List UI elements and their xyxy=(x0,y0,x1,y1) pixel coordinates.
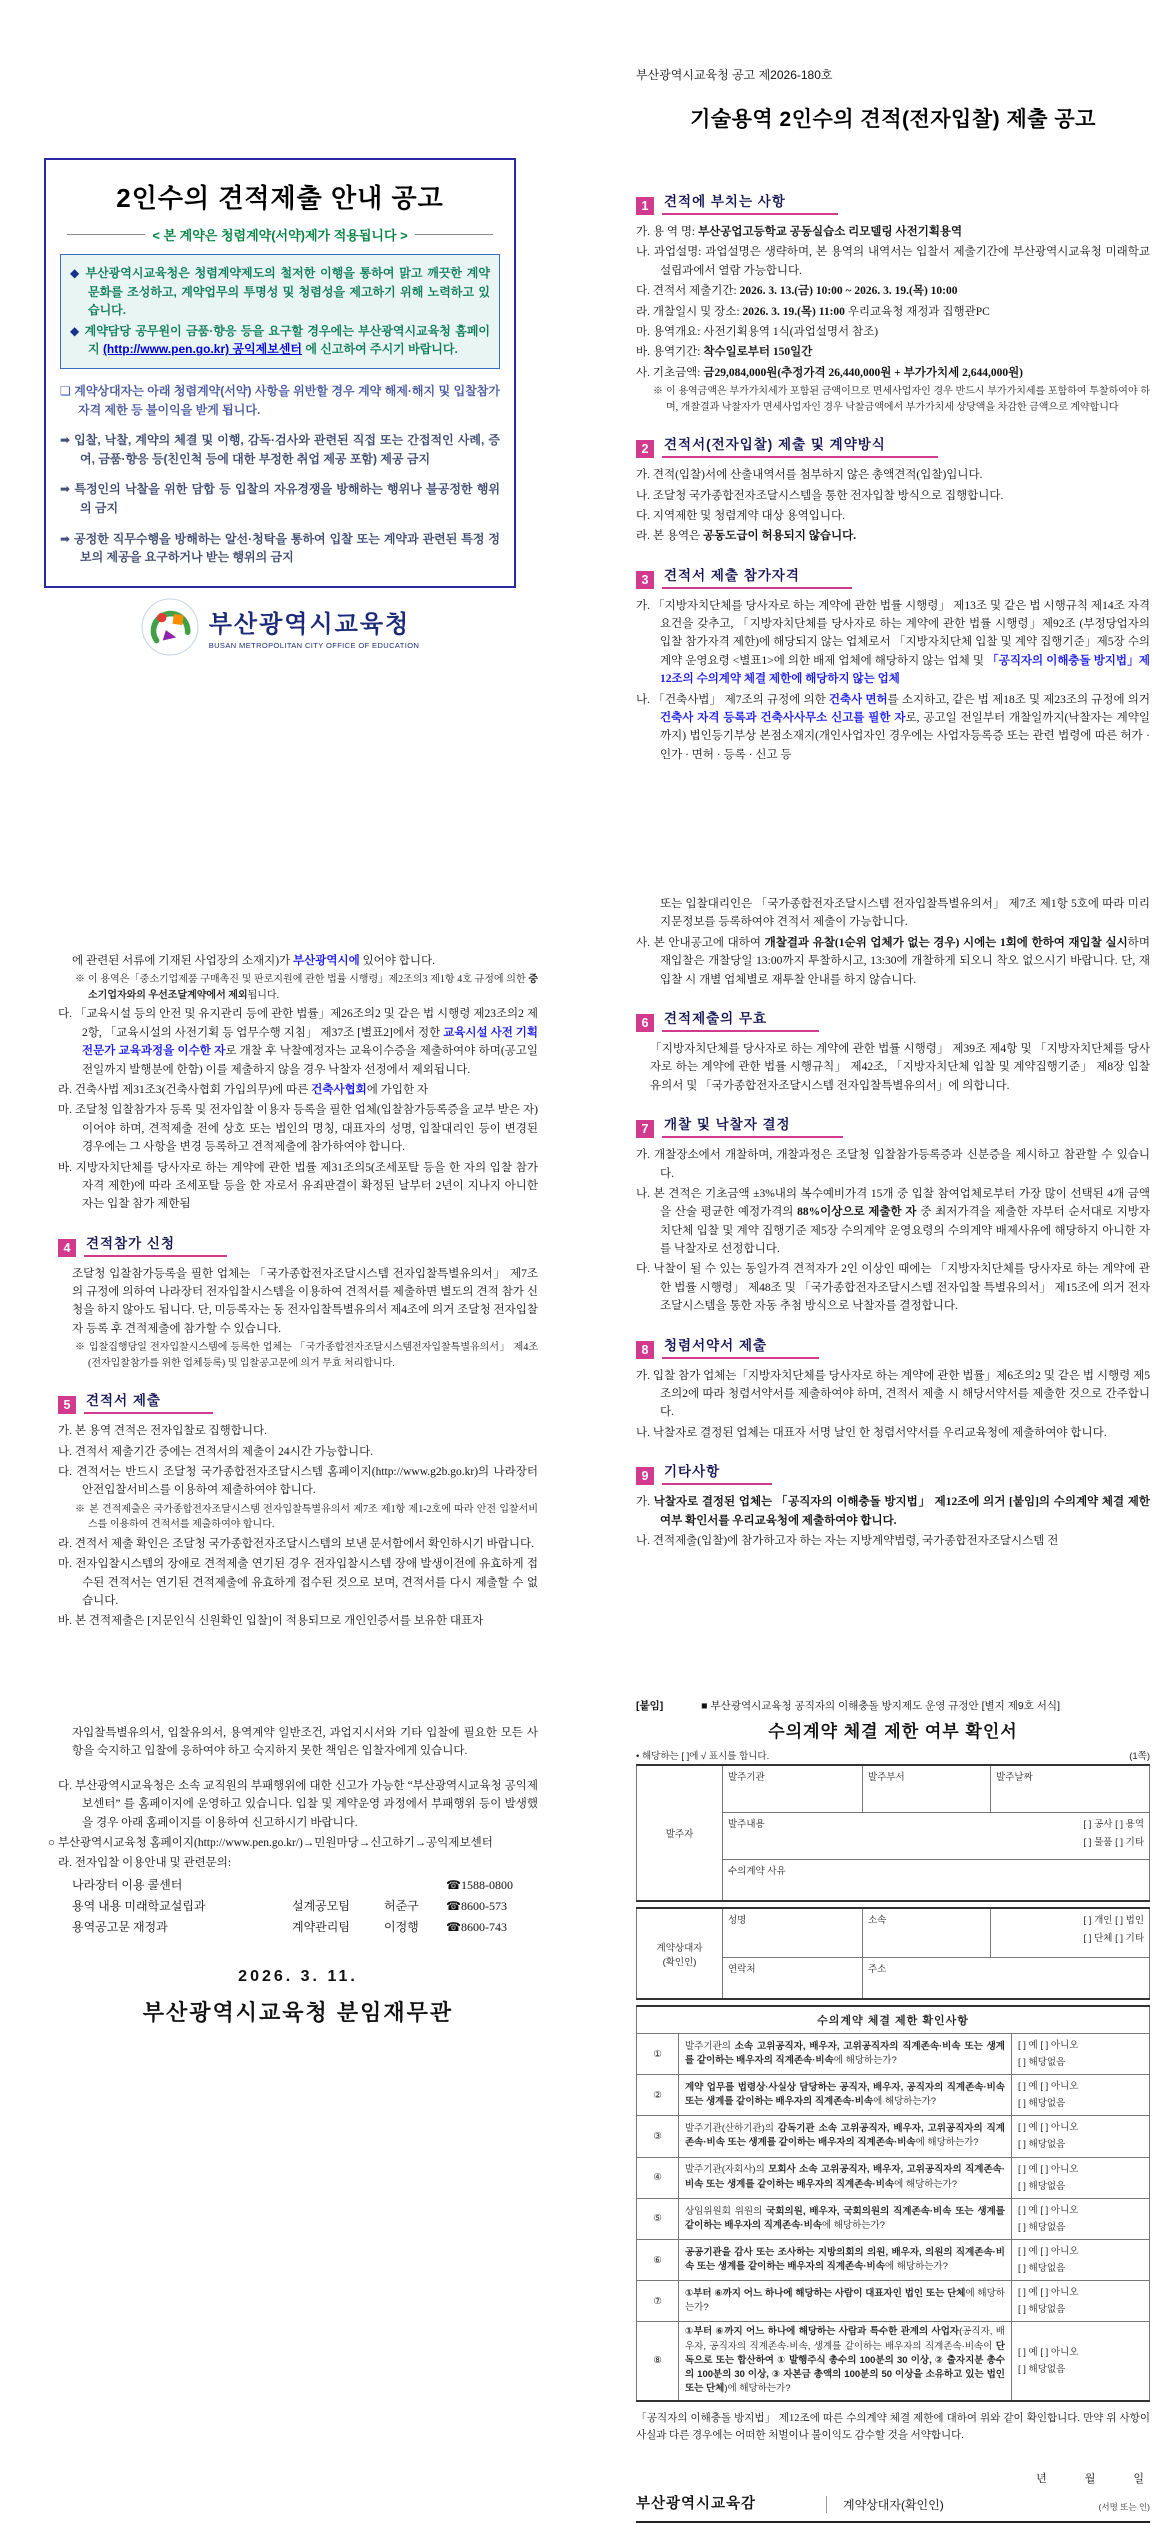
section-2-item: 나. 조달청 국가종합전자조달시스템을 통한 전자입찰 방식으로 집행합니다. xyxy=(636,489,1004,502)
row-question: 공공기관을 감사 또는 조사하는 지방의회의 의원, 배우자, 의원의 직계존속·비속 또는 생계를 같이하는 배우자의 직계존속·비속에 해당하는가? xyxy=(679,2239,1012,2280)
attachment-reference: ■ 부산광역시교육청 공직자의 이해충돌 방지제도 운영 규정안 [별지 제9호 서식] xyxy=(701,1700,1060,1712)
check-instruction: • 해당하는 [ ]에 √ 표시를 합니다. xyxy=(636,1751,770,1762)
section-2-item: 다. 지역제한 및 청렴계약 대상 용역입니다. xyxy=(636,509,845,522)
agency-logo-text xyxy=(209,604,420,650)
section-5-number: 5 xyxy=(58,1396,76,1414)
section-8-item: 나. 낙찰자로 결정된 업체는 대표자 서명 날인 한 청렴서약서를 우리교육청에 제출하여야 합니다. xyxy=(636,1426,1107,1439)
order-type-checkboxes[interactable] xyxy=(991,1813,1150,1860)
section-9-title: 기타사항 xyxy=(662,1460,772,1485)
field-negotiation-reason[interactable]: 수의계약 사유 xyxy=(723,1860,1150,1902)
agency-name-kr: 부산광역시교육청 xyxy=(208,611,411,638)
section-5-item: 마. 전자입찰시스템의 장애로 견적제출 연기된 경우 전자입찰시스템 장애 발생이전에 유효하게 접수된 견적서는 연기된 견적제출에 유효하게 접수된 것으로 보며, 견적서를 다시 제출할 수 없습니다. xyxy=(58,1558,538,1607)
contact-person: 허준구 xyxy=(384,1898,419,1913)
row-number: ② xyxy=(637,2075,679,2116)
right-page-sections-1-3 xyxy=(636,172,1150,766)
contact-team xyxy=(292,1875,384,1896)
row-answer[interactable] xyxy=(1011,2322,1149,2401)
section-9-header xyxy=(636,1460,1150,1485)
section-3-number: 3 xyxy=(636,571,654,589)
section-9-number: 9 xyxy=(636,1467,654,1485)
section-5-item: 나. 견적서 제출기간 중에는 견적서의 제출이 24시간 가능합니다. xyxy=(58,1445,374,1458)
row-question: 발주기관의 소속 고위공직자, 배우자, 고위공직자의 직계존속·비속 또는 생계를 같이하는 배우자의 직계존속·비속에 해당하는가? xyxy=(679,2034,1012,2075)
smb-exclusion-note: ※ 이 용역은「중소기업제품 구매촉진 및 판로지원에 관한 법률 시행령」제2조의3 제1항 4호 규정에 의한 중소기업자와의 우선조달계약에서 제외됩니다. xyxy=(75,974,538,1001)
section-4-header xyxy=(58,1232,538,1257)
section-4-note: ※ 입찰집행당일 전자입찰시스템에 등록한 업체는 「국가종합전자조달시스템전자입찰특별유의서」 제4조 (전자입찰참가를 위한 업체등록) 및 입찰공고문에 의거 무효 처리합니다. xyxy=(75,1342,538,1369)
section-2-header xyxy=(636,433,1150,458)
whistleblower-item: 다. 부산광역시교육청은 소속 교직원의 부패행위에 대한 신고가 가능한 “부산광역시교육청 공익제보센터” 를 홈페이지에 운영하고 있습니다. 입찰 및 계약운영 과정에서 부패행위 등이 발생했을 경우 아래 홈페이지를 이용하여 신고하시기 바랍니다. xyxy=(58,1779,538,1829)
seal-note: (서명 또는 인) xyxy=(1098,2502,1150,2513)
section-2-item: 라. 본 용역은 공동도급이 허용되지 않습니다. xyxy=(636,530,857,543)
answer-yes-no[interactable]: [ ] 예 [ ] 아니오 xyxy=(1017,2204,1079,2216)
checklist-row xyxy=(637,2075,1150,2116)
row-question: 발주기관(자회사)의 모회사 소속 고위공직자, 배우자, 고위공직자의 직계존속·비속 또는 생계를 같이하는 배우자의 직계존속·비속에 해당하는가? xyxy=(679,2157,1012,2198)
checklist-row xyxy=(637,2322,1150,2401)
field-contractor-address[interactable]: 주소 xyxy=(863,1958,1150,2000)
section-2-number: 2 xyxy=(636,440,654,458)
integrity-subtitle: < 본 계약은 청렴계약(서약)제가 적용됩니다 > xyxy=(152,228,408,243)
integrity-subtitle-row xyxy=(60,225,500,244)
rebid-item: 사. 본 안내공고에 대하여 개찰결과 유찰(1순위 업체가 없는 경우) 시에는 1회에 한하여 재입찰 실시하며 재입찰은 개찰당일 13:00까지 투찰하시고, 13:30에 개찰하게 되오니 착오 없으시기 바랍니다. 단, 재입찰 시 개별 업체별로 재투찰 안내를 하지 않습니다. xyxy=(636,936,1150,986)
row-number: ⑥ xyxy=(637,2239,679,2280)
section-7-title: 개찰 및 낙찰자 결정 xyxy=(662,1113,843,1138)
homepage-path: ○ 부산광역시교육청 홈페이지(http://www.pen.go.kr/)→민원마당→신고하기→공익제보센터 xyxy=(48,1836,493,1849)
section-6-body: 「지방자치단체를 당사자로 하는 계약에 관한 법률 시행령」 제39조 제4항 및 「지방자치단체를 당사자로 하는 계약에 관한 법률 시행규칙」 제42조, 「지방자치단체 입찰 및 계약집행기준」 제8장 입찰 유의서 및 「국가종합전자조달시스템 전자입찰특별유의서」에 의합니다. xyxy=(650,1042,1150,1092)
section-5-title: 견적서 제출 xyxy=(84,1389,213,1414)
section-4-number: 4 xyxy=(58,1239,76,1257)
contact-phone: ☎8600-573 xyxy=(446,1898,507,1913)
section-5-item: 라. 견적서 제출 확인은 조달청 국가종합전자조달시스템의 보낸 문서함에서 확인하시기 바랍니다. xyxy=(58,1537,534,1550)
section-8-item: 가. 입찰 참가 업체는「지방자치단체를 당사자로 하는 계약에 관한 법률」제6조의2 및 같은 법 시행령 제5조의2에 따라 청렴서약서를 제출하여야 하며, 견적서 제출 시 해당서약서를 제출한 것으로 간주합니다. xyxy=(636,1369,1150,1419)
boe-emblem-icon xyxy=(141,598,199,656)
section-1-note: ※ 이 용역금액은 부가가치세가 포함된 금액이므로 면세사업자인 경우 반드시 부가가치세를 포함하여 투찰하여야 하며, 개찰결과 낙찰자가 면세사업자인 경우 낙찰금액에서 부가가치세 상당액을 차감한 금액으로 계약합니다 xyxy=(653,386,1150,413)
section-1-title: 견적에 부치는 사항 xyxy=(662,190,838,215)
left-page-sections-4-5 xyxy=(58,950,538,1633)
row-answer[interactable] xyxy=(1011,2075,1149,2116)
attachment-label: [붙임] xyxy=(636,1700,664,1712)
contractor-sign-label[interactable]: 계약상대자(확인인) xyxy=(826,2496,1099,2513)
contact-intro: 라. 전자입찰 이용안내 및 관련문의: xyxy=(58,1857,232,1870)
contractor-table xyxy=(636,1907,1150,2000)
qualification-item-ra: 라. 건축사법 제31조3(건축사협회 가입의무)에 따른 건축사협회에 가입한 자 xyxy=(58,1083,429,1096)
field-order-date[interactable]: 발주날짜 xyxy=(991,1765,1150,1813)
checklist-row xyxy=(637,2034,1150,2075)
contractor-head-line1: 계약상대자 xyxy=(656,1942,703,1954)
contact-label: 용역공고문 재정과 xyxy=(72,1919,168,1934)
divider xyxy=(67,234,145,235)
notice-title: 2인수의 견적제출 안내 공고 xyxy=(116,183,444,213)
signing-authority: 부산광역시교육청 분임재무관 xyxy=(142,1999,454,2025)
answer-na[interactable]: [ ] 해당없음 xyxy=(1017,2221,1066,2233)
qualification-item-da: 다. 「교육시설 등의 안전 및 유지관리 등에 관한 법률」제26조의2 및 같은 법 시행령 제23조의2 제2항, 「교육시설의 사전기획 등 업무수행 지침」 제37조 [별표2]에서 정한 교육시설 사전 기획 전문가 교육과정을 이수한 자로 개찰 후 낙찰예정자는 교육이수증을 제출하여야 하며(공고일 전일까지 발행분에 한함) 이를 제출하지 않을 경우 낙찰자 선정에서 제외됩니다. xyxy=(58,1008,539,1076)
orderer-table xyxy=(636,1764,1150,1902)
section-6-header xyxy=(636,1007,1150,1032)
restriction-checklist-table xyxy=(636,2005,1150,2402)
continuation-line: 또는 입찰대리인은 「국가종합전자조달시스템 전자입찰특별유의서」 제7조 제1항 5호에 따라 미리 지문정보를 등록하여야 견적서 제출이 가능합니다. xyxy=(660,898,1150,929)
contact-phone: ☎1588-0800 xyxy=(446,1877,513,1892)
integrity-paragraph: ◆ 계약담당 공무원이 금품·향응 등을 요구할 경우에는 부산광역시교육청 홈페이지 (http://www.pen.go.kr) 공익제보센터 에 신고하여 주시기 바랍니다. xyxy=(70,323,491,357)
agency-logo-block xyxy=(44,598,516,656)
left-page-misc-signature xyxy=(48,1722,538,2027)
agency-name-en: BUSAN METROPOLITAN CITY OFFICE OF EDUCATION xyxy=(208,641,420,650)
contact-label: 나라장터 이용 콜센터 xyxy=(72,1877,183,1892)
answer-na[interactable]: [ ] 해당없음 xyxy=(1017,2098,1066,2110)
section-9-item: 가. 낙찰자로 결정된 업체는 「공직자의 이해충돌 방지법」 제12조에 의거 [붙임]의 수의계약 체결 제한 여부 확인서를 우리교육청에 제출하여야 합니다. xyxy=(636,1496,1150,1527)
attachment-header xyxy=(636,1698,1150,1713)
section-1-item: 라. 개찰일시 및 장소: 2026. 3. 19.(목) 11:00 우리교육청 재정과 집행관PC xyxy=(636,305,990,318)
section-7-item: 나. 본 견적은 기초금액 ±3%내의 복수예비가격 15개 중 입찰 참여업체로부터 가장 많이 선택된 4개 금액을 산술 평균한 예정가격의 88%이상으로 제출한 자 중 최저가격을 제출한 자부터 순서대로 지방자치단체 입찰 및 계약 집행기준 제5장 수의계약 운영요령의 수의계약 배제사유에 해당하지 아니한 자를 낙찰자로 선정합니다. xyxy=(636,1187,1151,1256)
checklist-row xyxy=(637,2157,1150,2198)
continuation-paragraph: 자입찰특별유의서, 입찰유의서, 용역계약 일반조건, 과업지시서와 기타 입찰에 필요한 모든 사항을 숙지하고 입찰에 응하여야 하고 숙지하지 못한 책임은 입찰자에게 있습니다. xyxy=(72,1727,538,1758)
contractor-type-checkboxes[interactable] xyxy=(991,1908,1150,1958)
contact-row xyxy=(58,1896,538,1917)
contact-team: 계약관리팀 xyxy=(292,1919,350,1934)
contractor-head-line2: (확인인) xyxy=(662,1956,697,1968)
contact-team: 설계공모팀 xyxy=(292,1898,350,1913)
page-indicator: (1쪽) xyxy=(1129,1751,1150,1762)
answer-na[interactable]: [ ] 해당없음 xyxy=(1017,2180,1066,2192)
section-3-item: 가. 「지방자치단체를 당사자로 하는 계약에 관한 법률 시행령」 제13조 및 같은 법 시행규칙 제14조 자격요건을 갖추고, 「지방자치단체를 당사자로 하는 계약에 관한 법률 시행령」제92조 (부정당업자의 입찰 참가자격 제한)에 해당되지 않는 업체로서 「지방자치단체 입찰 및 계약 집행기준」제5장 수의계약 운영요령 <별표1>에 의한 배제 업체에 해당하지 않는 업체 및 「공직자의 이해충돌 방지법」제12조의 수의계약 체결 제한에 해당하지 않는 업체 xyxy=(636,599,1150,686)
row-answer[interactable] xyxy=(1011,2157,1149,2198)
row-answer[interactable] xyxy=(1011,2198,1149,2239)
field-order-org[interactable]: 발주기관 xyxy=(723,1765,863,1813)
right-page-header xyxy=(636,66,1150,133)
section-3-title: 견적서 제출 참가자격 xyxy=(662,564,852,589)
continuation-line: 에 관련된 서류에 기재된 사업장의 소재지)가 부산광역시에 있어야 합니다. xyxy=(72,955,435,967)
answer-yes-no[interactable]: [ ] 예 [ ] 아니오 xyxy=(1017,2040,1079,2051)
row-answer[interactable] xyxy=(1011,2034,1149,2075)
answer-yes-no[interactable]: [ ] 예 [ ] 아니오 xyxy=(1017,2346,1079,2358)
date-month-label[interactable]: 월 xyxy=(1084,2473,1096,2486)
answer-na[interactable]: [ ] 해당없음 xyxy=(1017,2304,1066,2316)
section-5-item: 바. 본 견적제출은 [지문인식 신원확인 입찰]이 적용되므로 개인인증서를 보유한 대표자 xyxy=(58,1615,484,1628)
integrity-inner-box xyxy=(60,254,500,369)
contact-phone: ☎8600-743 xyxy=(446,1919,507,1934)
contractor-type-row-1[interactable]: [ ] 개인 [ ] 법인 xyxy=(1083,1915,1144,1926)
section-1-item: 마. 용역개요: 사전기획용역 1식(과업설명서 참조) xyxy=(636,325,879,338)
section-5-note: ※ 본 견적제출은 국가종합전자조달시스템 전자입찰특별유의서 제7조 제1항 제1-2호에 따라 안전 입찰서비스를 이용하여 견적서를 제출하여야 합니다. xyxy=(75,1503,538,1531)
field-contractor-tel[interactable]: 연락처 xyxy=(723,1958,863,2000)
checklist-row xyxy=(637,2281,1150,2322)
section-8-number: 8 xyxy=(636,1341,654,1359)
order-type-row-1[interactable]: [ ] 공사 [ ] 용역 xyxy=(1083,1819,1144,1830)
confirmation-form xyxy=(636,1698,1150,2523)
announcement-title: 기술용역 2인수의 견적(전자입찰) 제출 공고 xyxy=(690,108,1096,131)
section-2-item: 가. 견적(입찰)서에 산출내역서를 첨부하지 않은 총액견적(입찰)입니다. xyxy=(636,469,983,482)
left-page-integrity-notice xyxy=(44,158,516,588)
field-order-content[interactable]: 발주내용 xyxy=(723,1813,991,1860)
section-8-header xyxy=(636,1334,1150,1359)
superintendent-label: 부산광역시교육감 xyxy=(636,2496,757,2513)
row-number: ① xyxy=(637,2034,679,2075)
checklist-row xyxy=(637,2116,1150,2157)
section-1-header xyxy=(636,190,1150,215)
signature-row xyxy=(636,2492,1150,2523)
qualification-item-ba: 바. 지방자치단체를 당사자로 하는 계약에 관한 법률 제31조의5(조세포탈 등을 한 자의 입찰 참가자격 제한)에 따라 조세포탈 등을 한 자로서 유죄판결이 확정된 날부터 2년이 지나지 아니한 자는 입찰 참가 제한됨 xyxy=(58,1161,538,1211)
contact-label: 용역 내용 미래학교설립과 xyxy=(72,1898,206,1913)
answer-yes-no[interactable]: [ ] 예 [ ] 아니오 xyxy=(1017,2081,1079,2093)
section-4-title: 견적참가 신청 xyxy=(84,1232,227,1257)
answer-na[interactable]: [ ] 해당없음 xyxy=(1017,2363,1066,2375)
contractor-head xyxy=(637,1908,723,1999)
announcement-date: 2026. 3. 11. xyxy=(238,1967,358,1985)
section-1-item: 사. 기초금액: 금29,084,000원(추정가격 26,440,000원 + 부가가치세 2,644,000원) xyxy=(636,366,1024,379)
order-type-row-2[interactable]: [ ] 물품 [ ] 기타 xyxy=(1083,1837,1144,1849)
row-number: ⑧ xyxy=(637,2322,679,2401)
row-question: ①부터 ⑥까지 어느 하나에 해당하는 사람과 특수한 관계의 사업자(공직자, 배우자, 공직자의 직계존속·비속, 생계를 같이하는 배우자의 직계존속·비속이 단독으로 또는 합산하여 ① 발행주식 총수의 100분의 30 이상, ② 출자지분 총수의 100분의 30 이상, ③ 자본금 총액의 100분의 50 이상을 소유하고 있는 법인 또는 단체)에 해당하는가? xyxy=(679,2322,1012,2401)
section-1-item: 다. 견적서 제출기간: 2026. 3. 13.(금) 10:00 ~ 2026. 3. 19.(목) 10:00 xyxy=(636,285,958,298)
section-5-header xyxy=(58,1389,538,1414)
field-contractor-name[interactable]: 성명 xyxy=(723,1908,863,1958)
answer-yes-no[interactable]: [ ] 예 [ ] 아니오 xyxy=(1017,2287,1079,2299)
form-date-line xyxy=(636,2470,1150,2486)
link[interactable]: (http://www.pen.go.kr) 공익제보센터 xyxy=(102,342,303,357)
doc-number: 부산광역시교육청 공고 제2026-180호 xyxy=(636,68,833,82)
section-7-item: 다. 낙찰이 될 수 있는 동일가격 견적자가 2인 이상인 때에는 「지방자치단체를 당사자로 하는 계약에 관한 법률 시행령」 제48조 및 「국가종합전자조달시스템 전자입찰 특별유의서」 제15조에 의거 전자조달시스템을 통한 자동 추첨 방식으로 낙찰자를 결정합니다. xyxy=(636,1263,1150,1313)
section-1-item: 가. 용 역 명: 부산공업고등학교 공동실습소 리모델링 사전기획용역 xyxy=(636,226,963,238)
integrity-outer-box xyxy=(44,158,516,588)
section-6-number: 6 xyxy=(636,1014,654,1032)
row-answer[interactable] xyxy=(1011,2116,1149,2157)
prohibition-item-3: ➡ 공정한 직무수행을 방해하는 알선·청탁을 통하여 입찰 또는 계약과 관련된 특정 정보의 제공을 요구하거나 받는 행위의 금지 xyxy=(60,531,501,565)
form-title: 수의계약 체결 제한 여부 확인서 xyxy=(768,1722,1018,1741)
form-note-row xyxy=(636,1748,1150,1762)
row-question: 발주기관(산하기관)의 감독기관 소속 고위공직자, 배우자, 고위공직자의 직계존속·비속 또는 생계를 같이하는 배우자의 직계존속·비속에 해당하는가? xyxy=(679,2116,1012,2157)
row-number: ④ xyxy=(637,2157,679,2198)
right-page-sections-6-9 xyxy=(636,893,1150,1552)
section-7-header xyxy=(636,1113,1150,1138)
answer-yes-no[interactable]: [ ] 예 [ ] 아니오 xyxy=(1017,2245,1079,2257)
answer-na[interactable]: [ ] 해당없음 xyxy=(1017,2057,1066,2069)
section-5-item: 다. 견적서는 반드시 조달청 국가종합전자조달시스템 홈페이지(http://www.g2b.go.kr)의 나라장터 안전입찰서비스를 이용하여 제출하여야 합니다. xyxy=(58,1466,538,1497)
row-answer[interactable] xyxy=(1011,2239,1149,2280)
section-5-item: 가. 본 용역 견적은 전자입찰로 집행합니다. xyxy=(58,1425,267,1438)
section-7-item: 가. 개찰장소에서 개찰하며, 개찰과정은 조달청 입찰참가등록증과 신분증을 제시하고 참관할 수 있습니다. xyxy=(636,1149,1150,1180)
contractor-type-row-2[interactable]: [ ] 단체 [ ] 기타 xyxy=(1083,1933,1144,1945)
row-question: ①부터 ⑥까지 어느 하나에 해당하는 사람이 대표자인 법인 또는 단체에 해당하는가? xyxy=(679,2281,1012,2322)
contact-person: 이정행 xyxy=(384,1919,419,1934)
form-closing-statement: 「공직자의 이해충돌 방지법」 제12조에 따른 수의계약 체결 제한에 대하여 위와 같이 확인합니다. 만약 위 사항이 사실과 다른 경우에는 어떠한 처벌이나 불이익도 감수할 것을 서약합니다. xyxy=(636,2412,1150,2441)
row-number: ③ xyxy=(637,2116,679,2157)
checklist-title: 수의계약 체결 제한 확인사항 xyxy=(637,2006,1150,2034)
date-year-label[interactable]: 년 xyxy=(1036,2473,1047,2486)
prohibition-item-1: ➡ 입찰, 낙찰, 계약의 체결 및 이행, 감독·검사와 관련된 직접 또는 간접적인 사례, 증여, 금품·향응 등(친인척 등에 대한 부정한 취업 제공 포함) 제공 금지 xyxy=(60,433,500,466)
contact-person xyxy=(384,1875,446,1896)
row-number: ⑦ xyxy=(637,2281,679,2322)
answer-na[interactable]: [ ] 해당없음 xyxy=(1017,2139,1066,2151)
checklist-row xyxy=(637,2198,1150,2239)
row-question: 계약 업무를 법령상·사실상 담당하는 공직자, 배우자, 공직자의 직계존속·비속 또는 생계를 같이하는 배우자의 직계존속·비속에 해당하는가? xyxy=(679,2075,1012,2116)
row-number: ⑤ xyxy=(637,2198,679,2239)
qualification-item-ma: 마. 조달청 입찰참가자 등록 및 전자입찰 이용자 등록을 필한 업체(입찰참가등록증을 교부 받은 자)이어야 하며, 견적제출 전에 상호 또는 법인의 명칭, 대표자의 성명, 입찰대리인 등이 변경된 경우에는 그 사항을 변경 등록하고 견적제출에 참가하여야 합니다. xyxy=(58,1104,538,1154)
answer-na[interactable]: [ ] 해당없음 xyxy=(1017,2263,1066,2275)
prohibition-item-2: ➡ 특정인의 낙찰을 위한 담합 등 입찰의 자유경쟁을 방해하는 행위나 불공정한 행위의 금지 xyxy=(60,482,500,515)
contact-row xyxy=(58,1917,538,1938)
section-7-number: 7 xyxy=(636,1120,654,1138)
warning-paragraph: ❏ 계약상대자는 아래 청렴계약(서약) 사항을 위반할 경우 계약 해제·해지 및 입찰참가자격 제한 등 불이익을 받게 됩니다. xyxy=(60,383,500,417)
section-2-title: 견적서(전자입찰) 제출 및 계약방식 xyxy=(662,433,938,458)
checklist-row xyxy=(637,2239,1150,2280)
section-3-item: 나. 「건축사법」 제7조의 규정에 의한 건축사 면허를 소지하고, 같은 법 제18조 및 제23조의 규정에 의거 건축사 자격 등록과 건축사사무소 신고를 필한 자로, 공고일 전일부터 개찰일까지(낙찰자는 계약일까지) 법인등기부상 본점소재지(개인사업자인 경우에는 사업자등록증 또는 관련 법령에 따른 허가 · 인가 · 면허 · 등록 · 신고 등 xyxy=(636,693,1151,761)
row-question: 상임위원회 위원의 국회의원, 배우자, 국회의원의 직계존속·비속 또는 생계를 같이하는 배우자의 직계존속·비속에 해당하는가? xyxy=(679,2198,1012,2239)
section-4-body: 조달청 입찰참가등록을 필한 업체는 「국가종합전자조달시스템 전자입찰특별유의서」 제7조의 규정에 의하여 나라장터 전자입찰시스템을 이용하여 견적서를 제출하면 별도의 견적 참가 신청을 하지 않아도 됩니다. 단, 미등록자는 동 전자입찰특별유의서 제4조에 의거 조달청 전자입찰자 등록 후 견적제출에 참가할 수 있습니다. xyxy=(72,1267,538,1335)
field-contractor-org[interactable]: 소속 xyxy=(863,1908,991,1958)
divider xyxy=(415,234,493,235)
answer-yes-no[interactable]: [ ] 예 [ ] 아니오 xyxy=(1017,2122,1079,2134)
contact-row xyxy=(58,1875,538,1896)
section-3-header xyxy=(636,564,1150,589)
row-answer[interactable] xyxy=(1011,2281,1149,2322)
section-1-item: 바. 용역기간: 착수일로부터 150일간 xyxy=(636,346,813,359)
orderer-head: 발주자 xyxy=(637,1765,723,1901)
section-1-number: 1 xyxy=(636,197,654,215)
date-day-label[interactable]: 일 xyxy=(1133,2473,1144,2486)
integrity-paragraph: ◆ 부산광역시교육청은 청렴계약제도의 철저한 이행을 통하여 맑고 깨끗한 계약 문화를 조성하고, 계약업무의 투명성 및 청렴성을 제고하기 위해 노력하고 있습니다. xyxy=(70,266,490,318)
section-9-item: 나. 견적제출(입찰)에 참가하고자 하는 자는 지방계약법령, 국가종합전자조달시스템 전 xyxy=(636,1534,1059,1547)
section-6-title: 견적제출의 무효 xyxy=(662,1007,819,1032)
field-order-dept[interactable]: 발주부서 xyxy=(863,1765,991,1813)
answer-yes-no[interactable]: [ ] 예 [ ] 아니오 xyxy=(1017,2163,1079,2175)
section-1-item: 나. 과업설명: 과업설명은 생략하며, 본 용역의 내역서는 입찰서 제출기간에 부산광역시교육청 미래학교설립과에서 열람 가능합니다. xyxy=(636,246,1150,277)
section-8-title: 청렴서약서 제출 xyxy=(662,1334,819,1359)
